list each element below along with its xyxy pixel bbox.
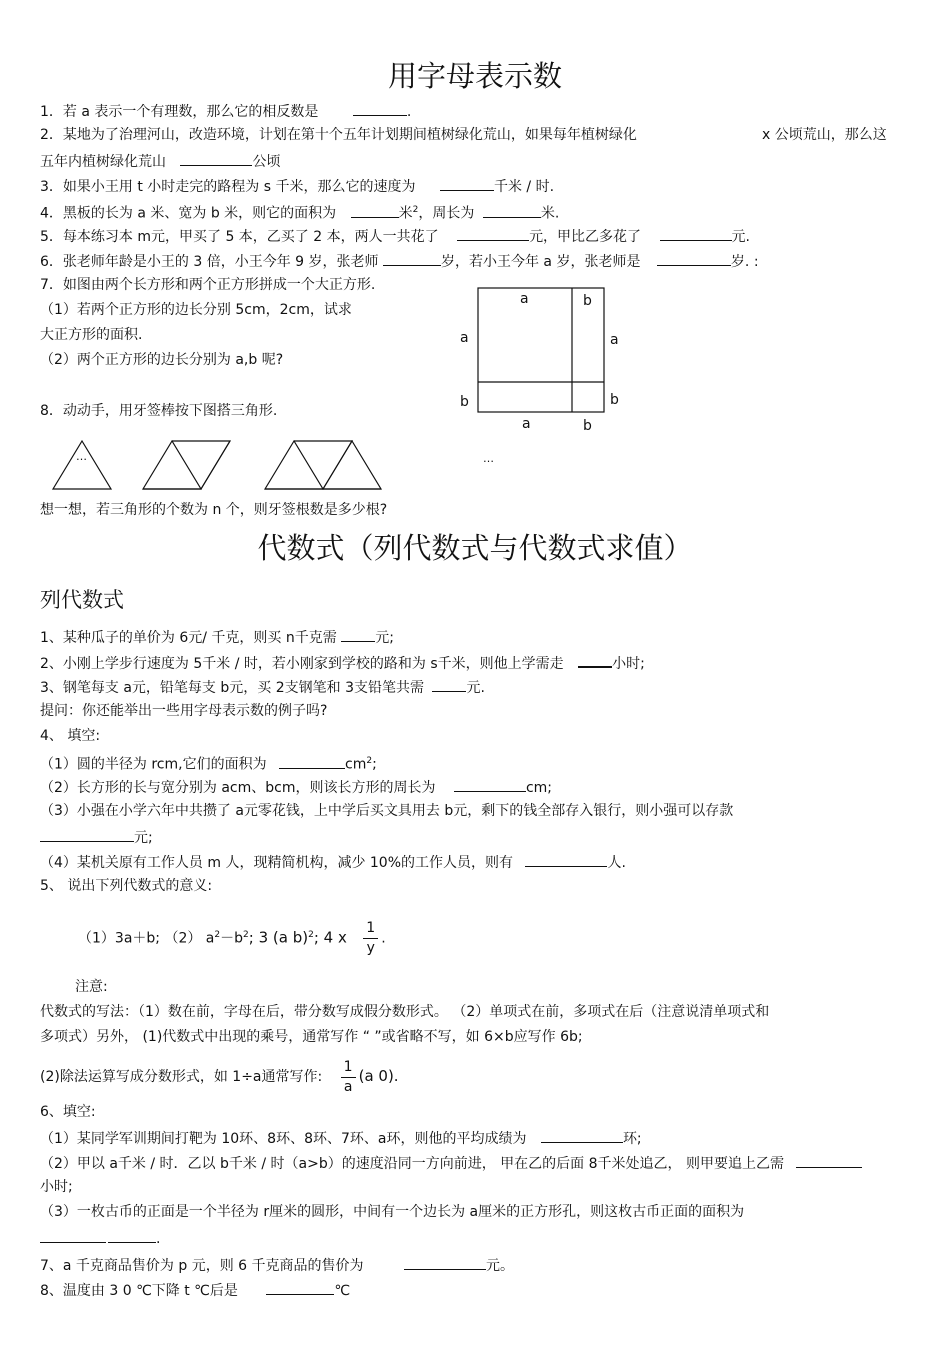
item-5: 5、 说出下列代数式的意义: [40, 878, 213, 894]
section-title: 代数式（列代数式与代数式求值） [257, 531, 693, 565]
question-4: 4．黑板的长为 a 米、宽为 b 米，则它的面积为 米$^2$，周长为 米. [40, 201, 559, 223]
item-ask: 提问：你还能举出一些用字母表示数的例子吗? [40, 703, 328, 719]
item-4-4: （4）某机关原有工作人员 m 人，现精简机构，减少 10%的工作人员，则有 人. [40, 852, 626, 872]
label-right-a: a [610, 332, 619, 348]
triangles-diagram [50, 436, 410, 492]
label-right-b: b [610, 392, 619, 408]
question-5: 5．每本练习本 m元，甲买了 5 本，乙买了 2 本，两人一共花了 元，甲比乙多花了 元. [40, 226, 750, 246]
item-6-2: （2）甲以 a千米 / 时．乙以 b千米 / 时（a>b）的速度沿同一方向前进， 甲在乙的后面 8千米处追乙， 则甲要追上乙需 [40, 1153, 862, 1173]
label-left-b: b [460, 394, 469, 410]
square-diagram [456, 285, 636, 435]
rule-1-cont: 多项式）另外， (1)代数式中出现的乘号，通常写作 “ ”或省略不写，如 6×b应写作 6b; [40, 1029, 583, 1045]
label-bottom-b: b [583, 418, 592, 434]
item-6-2-cont: 小时; [40, 1179, 73, 1195]
item-1: 1、某种瓜子的单价为 6元/ 千克，则买 n千克需 元; [40, 627, 394, 647]
item-2: 2、小刚上学步行速度为 5千米 / 时，若小刚家到学校的路和为 s千米，则他上学需走 小时; [40, 652, 645, 673]
fraction-1-over-a: $\frac{1}{a}$ [341, 1058, 356, 1097]
label-left-a: a [460, 330, 469, 346]
ellipsis-triangle: … [76, 450, 87, 463]
fraction-1-over-y: $\frac{1}{y}$ [363, 919, 378, 958]
item-4-2: （2）长方形的长与宽分别为 acm、bcm，则该长方形的周长为 cm; [40, 777, 552, 797]
item-4: 4、 填空: [40, 728, 101, 744]
item-4-3: （3）小强在小学六年中共攒了 a元零花钱，上中学后买文具用去 b元，剩下的钱全部存入银行，则小强可以存款 [40, 803, 734, 819]
item-6-1: （1）某同学军训期间打靶为 10环、8环、8环、7环、a环，则他的平均成绩为 环; [40, 1128, 642, 1148]
question-6: 6．张老师年龄是小王的 3 倍，小王今年 9 岁，张老师 岁，若小王今年 a 岁，张老师是 岁. : [40, 251, 759, 271]
question-8-ask: 想一想，若三角形的个数为 n 个，则牙签根数是多少根? [40, 502, 388, 518]
rule-2: (2)除法运算写成分数形式，如 1÷a通常写作: $\frac{1}{a}$ (a 0). [40, 1058, 399, 1095]
item-3: 3、钢笔每支 a元，铅笔每支 b元，买 2支钢笔和 3支铅笔共需 元. [40, 677, 485, 697]
label-bottom-a: a [522, 416, 531, 432]
page-title: 用字母表示数 [387, 59, 562, 93]
question-7-part1: （1）若两个正方形的边长分别 5cm，2cm，试求 [40, 302, 352, 318]
question-2-cont: x 公顷荒山，那么这 [762, 127, 887, 143]
triangle-figures [50, 436, 410, 492]
square-figure [456, 285, 636, 435]
item-8: 8、温度由 3 0 ℃下降 t ℃后是 ℃ [40, 1280, 350, 1300]
item-4-1: （1）圆的半径为 rcm,它们的面积为 $cm^2$; [40, 752, 377, 774]
rule-1: 代数式的写法：（1）数在前，字母在后，带分数写成假分数形式。 （2）单项式在前，多项式在后（注意说清单项式和 [40, 1004, 770, 1020]
ellipsis-right: … [483, 452, 494, 465]
question-7-part1-cont: 大正方形的面积. [40, 327, 143, 343]
question-7: 7．如图由两个长方形和两个正方形拼成一个大正方形. [40, 277, 376, 293]
item-6-3: （3）一枚古币的正面是一个半径为 r厘米的圆形，中间有一个边长为 a厘米的正方形孔，则这枚古币正面的面积为 [40, 1204, 745, 1220]
item-4-3-cont: 元; [40, 827, 153, 847]
item-5-expr: （1）3a＋b; （2） $a^2-b^2$; 3 (a b)$^2$; 4 x $\frac{1}{y}$ . [78, 920, 386, 957]
item-7: 7、a 千克商品售价为 p 元，则 6 千克商品的售价为 元。 [40, 1255, 514, 1275]
label-top-a: a [520, 291, 529, 307]
question-7-part2: （2）两个正方形的边长分别为 a,b 呢? [40, 352, 284, 368]
question-3: 3．如果小王用 t 小时走完的路程为 s 千米，那么它的速度为 千米 / 时. [40, 176, 554, 196]
question-2: 2．某地为了治理河山，改造环境，计划在第十个五年计划期间植树绿化荒山，如果每年植树绿化 [40, 127, 637, 143]
question-2-line2: 五年内植树绿化荒山 公顷 [40, 151, 280, 171]
label-top-b: b [583, 293, 592, 309]
subsection-title: 列代数式 [40, 588, 124, 612]
question-8: 8．动动手，用牙签棒按下图搭三角形. [40, 403, 278, 419]
item-6-3-cont: . [40, 1228, 160, 1248]
question-1: 1．若 a 表示一个有理数，那么它的相反数是 . [40, 101, 411, 121]
note-label: 注意: [75, 979, 108, 995]
item-6: 6、填空: [40, 1104, 96, 1120]
